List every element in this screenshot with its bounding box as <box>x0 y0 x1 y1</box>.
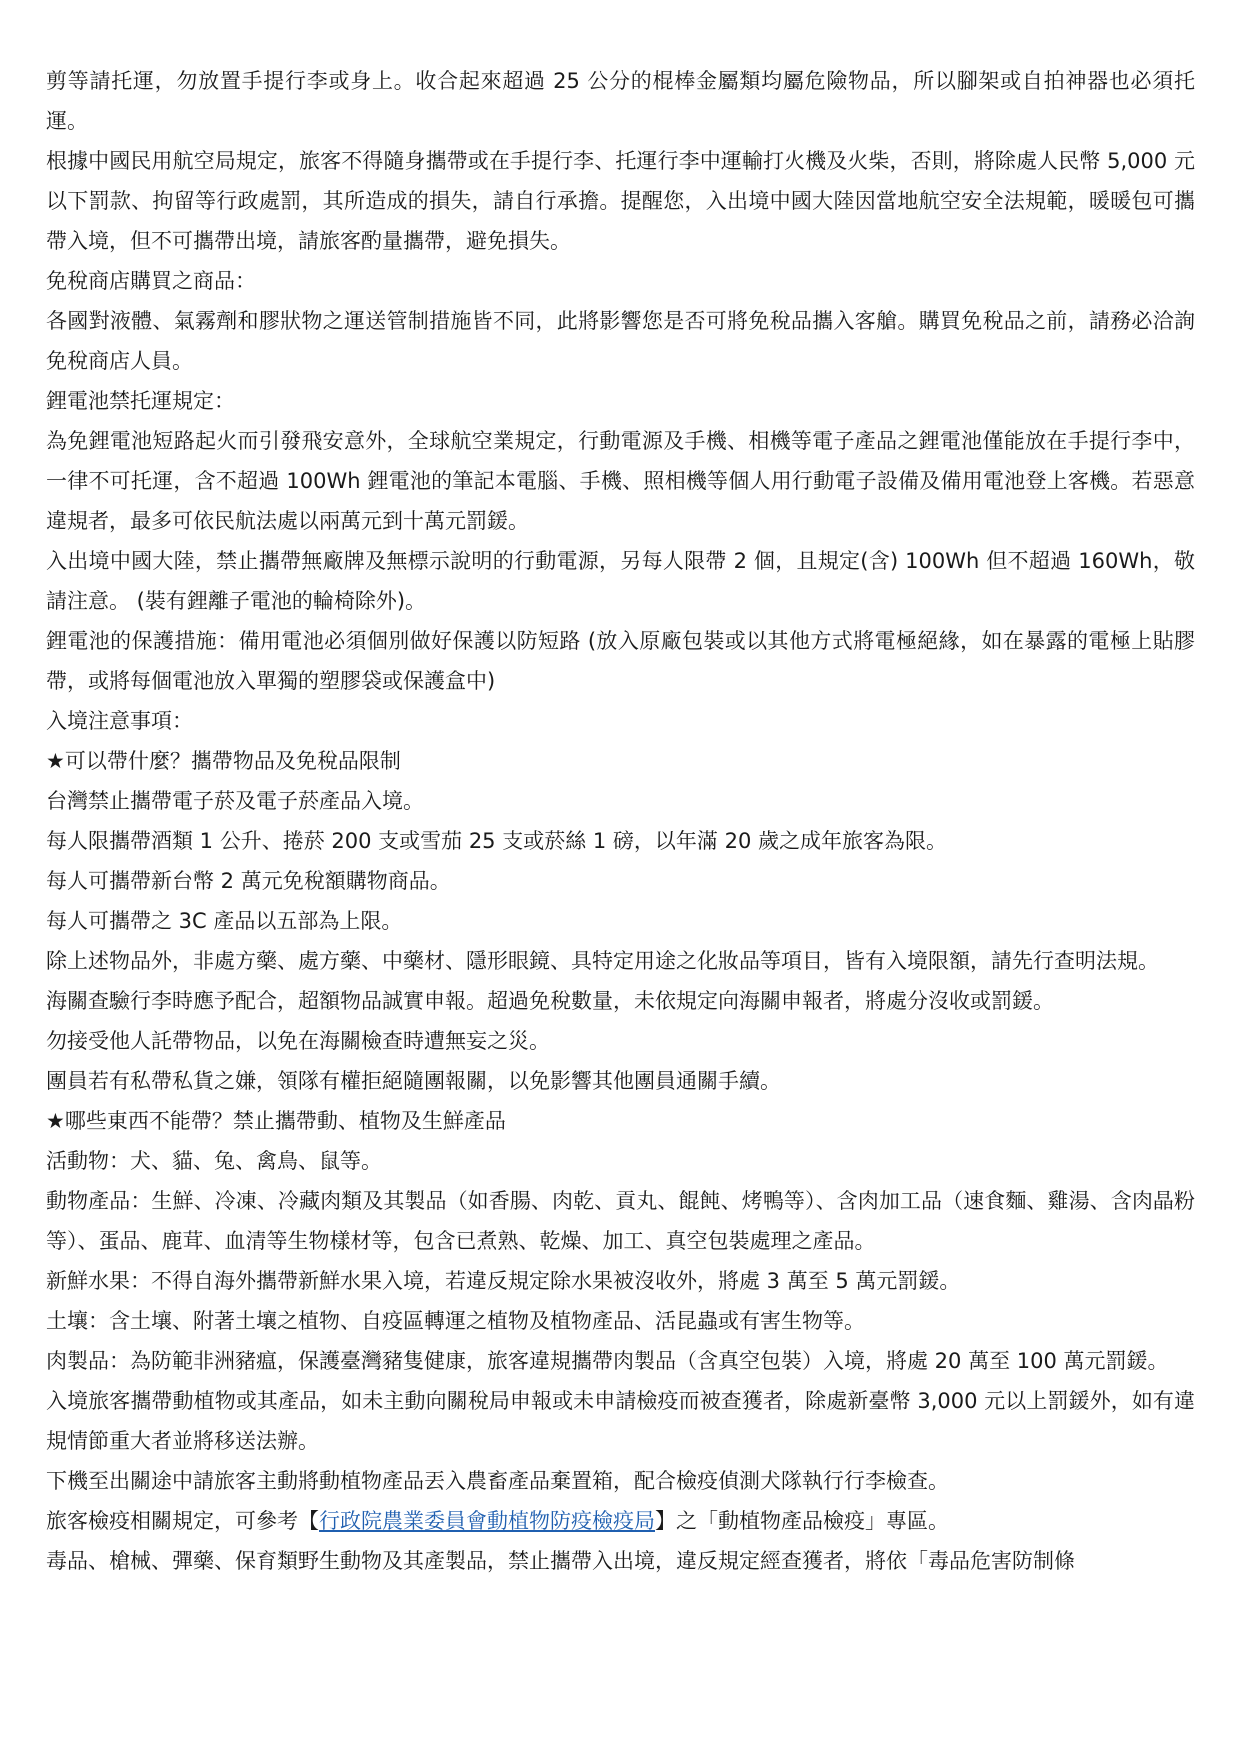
reference-prefix: 旅客檢疫相關規定，可參考【 <box>46 1509 319 1533</box>
paragraph-quarantine-reference <box>46 1501 1195 1541</box>
paragraph-battery-protection: 鋰電池的保護措施：備用電池必須個別做好保護以防短路 (放入原廠包裝或以其他方式將電極絕緣，如在暴露的電極上貼膠帶，或將每個電池放入單獨的塑膠袋或保護盒中) <box>46 629 1195 693</box>
paragraph-checked-baggage-rods: 剪等請托運，勿放置手提行李或身上。收合起來超過 25 公分的棍棒金屬類均屬危險物品，所以腳架或自拍神器也必須托運。 <box>46 69 1195 133</box>
paragraph-live-animals: 活動物：犬、貓、兔、禽鳥、鼠等。 <box>46 1149 382 1173</box>
paragraph-quarantine-penalty: 入境旅客攜帶動植物或其產品，如未主動向關稅局申報或未申請檢疫而被查獲者，除處新臺幣 3,000 元以上罰鍰外，如有違規情節重大者並將移送法辦。 <box>46 1389 1195 1453</box>
heading-duty-free: 免稅商店購買之商品： <box>46 269 256 293</box>
paragraph-soil: 土壤：含土壤、附著土壤之植物、自疫區轉運之植物及植物產品、活昆蟲或有害生物等。 <box>46 1309 865 1333</box>
paragraph-lithium-battery-rules: 為免鋰電池短路起火而引發飛安意外，全球航空業規定，行動電源及手機、相機等電子產品之鋰電池僅能放在手提行李中，一律不可托運，含不超過 100Wh 鋰電池的筆記本電腦、手機、照相機等個人用行動電子設備及備用電池登上客機。若惡意違規者，最多可依民航法處以兩萬元到十萬元罰鍰。 <box>46 429 1195 533</box>
paragraph-lighter-rules: 根據中國民用航空局規定，旅客不得隨身攜帶或在手提行李、托運行李中運輸打火機及火柴，否則，將除處人民幣 5,000 元以下罰款、拘留等行政處罰，其所造成的損失，請自行承擔。提醒您，入出境中國大陸因當地航空安全法規範，暖暖包可攜帶入境，但不可攜帶出境，請旅客酌量攜帶，避免損失。 <box>46 149 1195 253</box>
heading-prohibited-items: ★哪些東西不能帶？禁止攜帶動、植物及生鮮產品 <box>46 1109 506 1133</box>
paragraph-duty-free-liquids: 各國對液體、氣霧劑和膠狀物之運送管制措施皆不同，此將影響您是否可將免稅品攜入客艙。購買免稅品之前，請務必洽詢免稅商店人員。 <box>46 309 1195 373</box>
paragraph-disposal-bin: 下機至出關途中請旅客主動將動植物產品丟入農畜產品棄置箱，配合檢疫偵測犬隊執行行李檢查。 <box>46 1469 949 1493</box>
paragraph-animal-products: 動物產品：生鮮、冷凍、冷藏肉類及其製品（如香腸、肉乾、貢丸、餛飩、烤鴨等）、含肉加工品（速食麵、雞湯、含肉晶粉等）、蛋品、鹿茸、血清等生物樣材等，包含已煮熟、乾燥、加工、真空包裝處理之產品。 <box>46 1189 1195 1253</box>
paragraph-3c-limit: 每人可攜帶之 3C 產品以五部為上限。 <box>46 909 403 933</box>
heading-allowed-items: ★可以帶什麼？攜帶物品及免稅品限制 <box>46 749 401 773</box>
paragraph-medicine-limits: 除上述物品外，非處方藥、處方藥、中藥材、隱形眼鏡、具特定用途之化妝品等項目，皆有入境限額，請先行查明法規。 <box>46 949 1159 973</box>
paragraph-meat-products: 肉製品：為防範非洲豬瘟，保護臺灣豬隻健康，旅客違規攜帶肉製品（含真空包裝）入境，將處 20 萬至 100 萬元罰鍰。 <box>46 1349 1169 1373</box>
paragraph-china-power-bank: 入出境中國大陸，禁止攜帶無廠牌及無標示說明的行動電源，另每人限帶 2 個，且規定(含) 100Wh 但不超過 160Wh，敬請注意。 (裝有鋰離子電池的輪椅除外)。 <box>46 549 1195 613</box>
heading-entry-notes: 入境注意事項： <box>46 709 193 733</box>
paragraph-duty-free-allowance: 每人可攜帶新台幣 2 萬元免稅額購物商品。 <box>46 869 451 893</box>
paragraph-e-cigarette-ban: 台灣禁止攜帶電子菸及電子菸產品入境。 <box>46 789 424 813</box>
paragraph-customs-inspection: 海關查驗行李時應予配合，超額物品誠實申報。超過免稅數量，未依規定向海關申報者，將處分沒收或罰鍰。 <box>46 989 1054 1013</box>
reference-suffix: 】之「動植物產品檢疫」專區。 <box>655 1509 949 1533</box>
paragraph-alcohol-tobacco-limit: 每人限攜帶酒類 1 公升、捲菸 200 支或雪茄 25 支或菸絲 1 磅，以年滿 20 歲之成年旅客為限。 <box>46 829 947 853</box>
paragraph-no-carrying-for-others: 勿接受他人託帶物品，以免在海關檢查時遭無妄之災。 <box>46 1029 550 1053</box>
baphiq-link[interactable]: 行政院農業委員會動植物防疫檢疫局 <box>319 1509 655 1533</box>
paragraph-drugs-weapons: 毒品、槍械、彈藥、保育類野生動物及其產製品，禁止攜帶入出境，違反規定經查獲者，將依「毒品危害防制條 <box>46 1549 1075 1573</box>
paragraph-smuggling-warning: 團員若有私帶私貨之嫌，領隊有權拒絕隨團報關，以免影響其他團員通關手續。 <box>46 1069 781 1093</box>
paragraph-fresh-fruit: 新鮮水果：不得自海外攜帶新鮮水果入境，若違反規定除水果被沒收外，將處 3 萬至 5 萬元罰鍰。 <box>46 1269 961 1293</box>
heading-lithium-battery: 鋰電池禁托運規定： <box>46 389 235 413</box>
